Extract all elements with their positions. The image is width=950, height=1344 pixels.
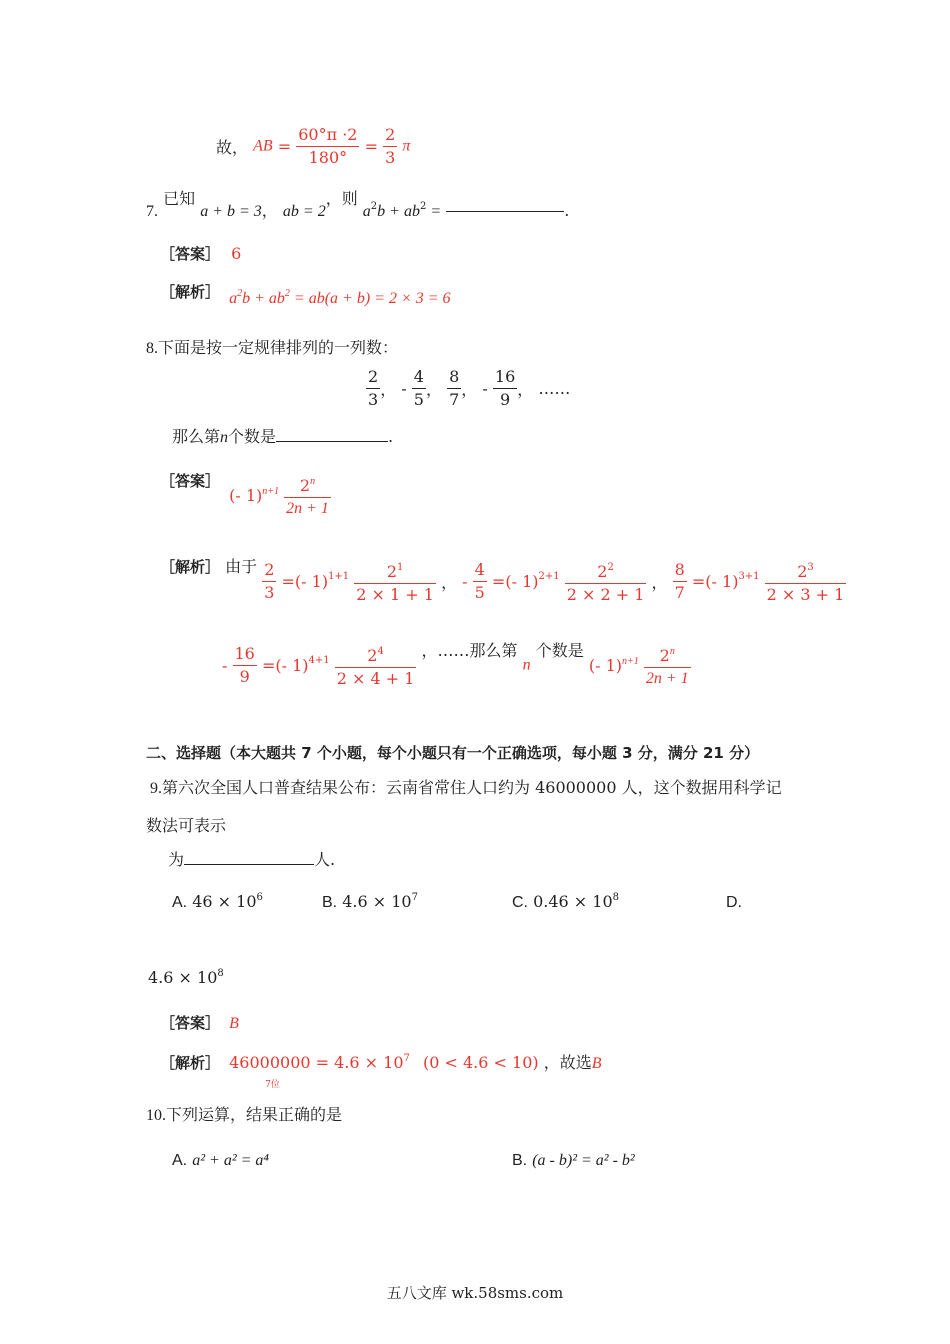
q10-option-a-value: a² + a² = a⁴ [192,1152,269,1169]
q10-option-b-letter: B. [512,1152,528,1169]
q8-tail-comma: ， [421,641,438,660]
q7-cond2: ab = 2 [282,203,326,220]
q10-option-a[interactable] [172,1150,269,1170]
q8-ans-den: 2n + 1 [284,497,331,520]
q9-option-a-letter: A. [172,894,188,911]
q8-tail-den: 2n + 1 [644,667,691,690]
q9-analysis-row [160,1050,602,1090]
q8-analysis-label: ［解析］ [160,558,221,576]
q7-analysis-sq1: 2 [237,288,243,299]
q6-res-num: 2 [385,125,396,144]
q8-step4-pow: $\frac{2^4}{2 \times 4 + 1}$ [336,646,415,688]
q8-step3-exp: 3+1 [738,571,760,582]
q7-analysis-c: = ab(a + b) = 2 × 3 = 6 [289,290,451,307]
q8-comma-3: ， [461,380,478,399]
q9-stem3-pre: 为 [168,850,185,869]
q8-step3-pn: 3 [807,562,814,573]
q9-analysis-rest: = 4.6 × 10 [310,1053,404,1072]
q8-stem [146,335,398,358]
q8-step4-eq: =(- 1) [256,656,309,675]
q8-answer-label: ［答案］ [160,472,221,490]
q6-fraction [296,124,359,169]
q9-stem-1 [150,775,782,798]
q6-conclusion [216,124,410,169]
q8-step4-frac [233,643,257,688]
q8-seq-3 [447,366,461,411]
q9-d-exp: 8 [217,968,224,979]
q8-step1-eq: =(- 1) [276,572,329,591]
q9-stem-2: 数法可表示 [146,816,227,835]
q9-analysis-tiny: 7位 [265,1080,280,1090]
q8-seq-2-sign: - [401,379,407,398]
q9-stem-text-1: 第六次全国人口普查结果公布：云南省常住人口约为 46000000 人，这个数据用科学记 [162,778,782,797]
q7-then: ，则 [325,189,358,208]
q6-arc: AB [253,137,273,155]
q8-ans-frac [284,471,331,520]
q8-step3-pd: 2 × 3 + 1 [766,585,845,604]
q7-number: 7. [146,203,158,220]
q10-number: 10. [146,1107,166,1124]
q8-ellipsis: …… [538,379,571,398]
q8-ans-exp: n+1 [262,486,280,497]
q10-text: 下列运算，结果正确的是 [166,1105,343,1124]
footer-watermark: 五八文库 wk.58sms.com [386,1284,564,1302]
q9-option-a-value: 46 × 10 [192,892,257,911]
q8-number: 8. [146,340,158,357]
q8-step3-d: 7 [674,583,685,602]
q9-number: 9. [150,780,162,797]
q9-analysis-range: (0 < 4.6 < 10) [422,1053,539,1072]
q8-tail-num-exp: n [669,646,675,657]
q8-step2-sign: - [462,572,468,591]
q9-answer-row [160,1012,239,1033]
q8-step2-eq: =(- 1) [486,572,539,591]
q7-analysis-a: a [229,290,238,307]
q9-answer-blank[interactable] [184,863,314,865]
q9-stem3-post: 人. [314,850,336,869]
q8-ask-pre: 那么第 [172,427,221,446]
q8-step4-n: 16 [234,644,255,663]
q8-seq-1 [366,366,380,411]
q8-seq-1-den: 3 [368,390,379,409]
q8-step1-n: 2 [264,560,275,579]
q8-step1-d: 3 [264,583,275,602]
q8-comma-1: ， [380,380,397,399]
q8-seq-2-den: 5 [413,390,424,409]
q8-step1-frac [262,559,276,604]
q8-ask [172,424,393,447]
q9-d-value: 4.6 × 10 [148,968,218,987]
q8-step2-pn: 2 [607,562,614,573]
q8-tail-text: 那么第 [469,641,518,660]
q8-step3-n: 8 [674,560,685,579]
q9-option-c[interactable] [512,892,619,912]
q6-equals-2: = [364,137,384,156]
q7-analysis-b: b + ab [242,290,285,307]
q8-tail-num: 2 [659,646,670,665]
q8-since: 由于 [225,557,258,576]
q8-step4-pd: 2 × 4 + 1 [336,669,415,688]
q8-tail-var: n [522,656,531,674]
q8-sequence [366,366,570,411]
q7-expr-a: a [362,203,371,220]
q10-option-b[interactable] [512,1150,635,1170]
section2-title: 二、选择题（本大题共 7 个小题，每个小题只有一个正确选项，每小题 3 分，满分 21 分） [146,744,760,762]
q9-stem-3 [168,847,335,870]
q10-option-b-value: (a - b)² = a² - b² [532,1152,635,1169]
q8-seq-4-den: 9 [493,388,517,411]
q8-seq-1-num: 2 [368,367,379,386]
q7-analysis-sq2: 2 [284,288,290,299]
q8-step4-exp: 4+1 [308,655,330,666]
q8-step2-exp: 2+1 [538,571,560,582]
q8-step1-exp: 1+1 [328,571,350,582]
q9-analysis-label: ［解析］ [160,1054,221,1072]
q6-result [383,124,397,169]
q8-comma-2: ， [425,380,442,399]
q8-seq-3-num: 8 [449,367,460,386]
q6-prefix: 故， [216,138,249,157]
q8-sep-1: ， [441,573,463,592]
q7-answer-label: ［答案］ [160,245,221,263]
q7-answer: 6 [231,244,242,263]
q8-step4-d: 9 [233,665,257,688]
q8-seq-3-den: 7 [449,390,460,409]
q10-stem [146,1102,342,1125]
q7-end: . [564,201,570,220]
q6-numerator: 60°π ·2 [298,125,358,144]
q8-comma-4: ， [517,380,534,399]
q8-sep-2: ， [651,573,673,592]
q7-stem: 7. 已知 a + b = 3， ab = 2，则 $a^2b + ab^2$ = . [146,189,570,220]
q6-res-den: 3 [385,148,396,167]
q8-ans-num: 2 [299,476,311,495]
q8-step3-pow: $\frac{2^3}{2 \times 3 + 1}$ [766,562,845,604]
q8-step2-pow: $\frac{2^2}{2 \times 2 + 1}$ [566,562,645,604]
q9-option-b-letter: B. [322,894,338,911]
q6-equals: = [277,137,297,156]
q8-analysis-row2 [222,638,691,690]
q8-ask-post: 个数是 [228,427,277,446]
q7-cond1: a + b = 3 [200,203,262,220]
q8-ask-var: n [220,429,229,446]
q8-analysis-row1 [160,554,846,606]
q9-option-c-letter: C. [512,894,528,911]
q9-option-c-value: 0.46 × 10 [533,892,613,911]
q9-answer: B [229,1015,239,1032]
q8-seq-4 [493,366,517,411]
q10-option-a-letter: A. [172,1152,188,1169]
q8-step4-sign: - [222,656,228,675]
q8-seq-4-sign: - [482,379,488,398]
q8-step3-frac [673,559,687,604]
q9-analysis-tail: ，故选 [543,1053,592,1072]
q7-answer-blank[interactable] [446,210,564,212]
q7-analysis-row [160,281,451,308]
q8-step2-d: 5 [474,583,485,602]
q9-analysis-num: 46000000 [229,1053,311,1072]
q8-step2-n: 4 [474,560,485,579]
q9-analysis-choice: B [591,1055,602,1072]
q8-seq-2 [412,366,426,411]
q7-sq1: 2 [370,201,378,212]
q8-step2-frac [473,559,487,604]
q9-analysis-exp: 7 [403,1053,410,1064]
q9-option-b[interactable] [322,892,418,912]
q8-tail-base: (- 1) [588,656,622,675]
q8-text: 下面是按一定规律排列的一列数： [158,338,399,357]
q8-ans-base: (- 1) [229,486,263,505]
q8-step4-pn: 4 [377,646,384,657]
q7-known: 已知 [163,189,196,208]
q9-option-a[interactable] [172,892,263,912]
q8-step1-pow: $\frac{2^1}{2 \times 1 + 1}$ [356,562,434,604]
q8-ans-num-exp: n [310,476,316,487]
q6-pi: π [402,137,411,155]
q7-answer-row [160,243,241,264]
q8-tail-frac [644,641,691,690]
q9-option-a-exp: 6 [256,892,263,903]
q9-option-b-value: 4.6 × 10 [342,892,412,911]
q8-step1-pd: 2 × 1 + 1 [356,585,434,604]
q7-expr-eq: = [426,203,442,220]
q8-tail-ellipsis: …… [437,641,470,660]
q8-seq-2-num: 4 [413,367,424,386]
q7-expr-b: b + ab [377,203,420,220]
q8-answer-blank[interactable] [276,440,388,442]
q8-answer-row [160,470,331,520]
q8-step3-eq: =(- 1) [686,572,739,591]
q8-tail-exp: n+1 [622,656,639,667]
q8-seq-4-num: 16 [494,367,516,386]
q8-step1-pn: 1 [397,562,404,573]
q8-tail-text2: 个数是 [535,641,584,660]
q9-option-d-value [148,968,224,987]
q9-answer-label: ［答案］ [160,1014,221,1032]
q8-end: . [388,427,394,446]
q9-option-d-letter: D. [726,894,742,911]
q7-analysis-label: ［解析］ [160,283,221,301]
q9-option-d[interactable] [726,892,742,912]
q7-sq2: 2 [419,201,427,212]
q9-option-c-exp: 8 [612,892,620,903]
q6-denominator: 180° [296,146,359,169]
q9-option-b-exp: 7 [411,892,418,903]
q8-step2-pd: 2 × 2 + 1 [566,585,645,604]
